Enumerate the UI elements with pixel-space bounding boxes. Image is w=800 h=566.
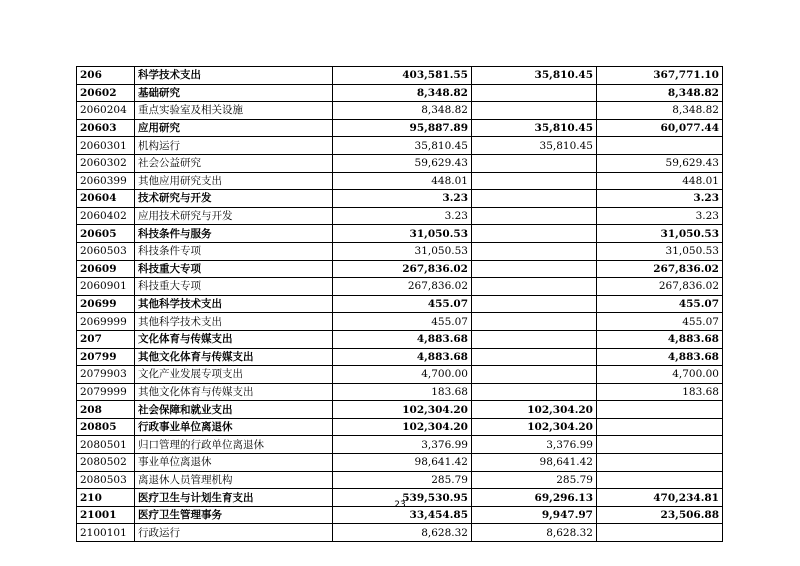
budget-table-body — [77, 67, 723, 542]
row-name-cell: 科技重大专项 — [135, 260, 333, 278]
row-name-cell: 技术研究与开发 — [135, 190, 333, 208]
row-project-cell — [597, 418, 723, 436]
row-project-cell: 367,771.10 — [597, 67, 723, 85]
row-basic-cell — [472, 172, 597, 190]
row-name-cell: 基础研究 — [135, 84, 333, 102]
row-code-cell: 2060302 — [77, 154, 135, 172]
row-name-cell: 离退休人员管理机构 — [135, 471, 333, 489]
row-total-cell: 3,376.99 — [333, 436, 472, 454]
row-total-cell: 8,348.82 — [333, 102, 472, 120]
row-project-cell: 4,883.68 — [597, 348, 723, 366]
row-basic-cell — [472, 366, 597, 384]
row-project-cell: 23,506.88 — [597, 506, 723, 524]
row-project-cell: 4,883.68 — [597, 330, 723, 348]
table-row — [77, 102, 723, 120]
row-total-cell: 455.07 — [333, 295, 472, 313]
table-row — [77, 436, 723, 454]
table-row — [77, 330, 723, 348]
table-row — [77, 313, 723, 331]
row-project-cell — [597, 524, 723, 542]
row-total-cell: 448.01 — [333, 172, 472, 190]
row-name-cell: 社会保障和就业支出 — [135, 401, 333, 419]
row-name-cell: 应用技术研究与开发 — [135, 207, 333, 225]
row-name-cell: 科技条件与服务 — [135, 225, 333, 243]
row-name-cell: 文化体育与传媒支出 — [135, 330, 333, 348]
row-total-cell: 95,887.89 — [333, 119, 472, 137]
table-row — [77, 348, 723, 366]
table-row — [77, 366, 723, 384]
row-code-cell: 2060204 — [77, 102, 135, 120]
row-project-cell: 455.07 — [597, 313, 723, 331]
row-code-cell: 20605 — [77, 225, 135, 243]
row-basic-cell — [472, 84, 597, 102]
table-row — [77, 260, 723, 278]
row-code-cell: 20603 — [77, 119, 135, 137]
row-total-cell: 8,628.32 — [333, 524, 472, 542]
row-name-cell: 行政事业单位离退休 — [135, 418, 333, 436]
row-total-cell: 183.68 — [333, 383, 472, 401]
row-code-cell: 2079903 — [77, 366, 135, 384]
row-basic-cell: 3,376.99 — [472, 436, 597, 454]
row-basic-cell: 285.79 — [472, 471, 597, 489]
row-project-cell: 267,836.02 — [597, 260, 723, 278]
row-code-cell: 207 — [77, 330, 135, 348]
row-project-cell: 60,077.44 — [597, 119, 723, 137]
table-row — [77, 242, 723, 260]
row-total-cell: 4,883.68 — [333, 348, 472, 366]
row-project-cell: 3.23 — [597, 190, 723, 208]
row-basic-cell: 69,296.13 — [472, 489, 597, 507]
row-project-cell: 8,348.82 — [597, 84, 723, 102]
table-row — [77, 454, 723, 472]
row-name-cell: 其他文化体育与传媒支出 — [135, 383, 333, 401]
row-basic-cell — [472, 295, 597, 313]
row-code-cell: 2060399 — [77, 172, 135, 190]
row-code-cell: 206 — [77, 67, 135, 85]
row-total-cell: 102,304.20 — [333, 418, 472, 436]
row-total-cell: 3.23 — [333, 190, 472, 208]
row-total-cell: 285.79 — [333, 471, 472, 489]
row-total-cell: 8,348.82 — [333, 84, 472, 102]
row-name-cell: 其他科学技术支出 — [135, 295, 333, 313]
row-basic-cell — [472, 313, 597, 331]
row-total-cell: 98,641.42 — [333, 454, 472, 472]
row-code-cell: 210 — [77, 489, 135, 507]
row-basic-cell — [472, 225, 597, 243]
row-code-cell: 20699 — [77, 295, 135, 313]
table-row — [77, 190, 723, 208]
row-project-cell — [597, 471, 723, 489]
row-total-cell: 35,810.45 — [333, 137, 472, 155]
row-total-cell: 33,454.85 — [333, 506, 472, 524]
row-code-cell: 2069999 — [77, 313, 135, 331]
row-total-cell: 403,581.55 — [333, 67, 472, 85]
row-project-cell: 3.23 — [597, 207, 723, 225]
row-basic-cell — [472, 383, 597, 401]
table-row — [77, 278, 723, 296]
row-basic-cell — [472, 278, 597, 296]
row-name-cell: 科技重大专项 — [135, 278, 333, 296]
row-project-cell: 183.68 — [597, 383, 723, 401]
row-code-cell: 2060301 — [77, 137, 135, 155]
row-total-cell: 4,883.68 — [333, 330, 472, 348]
row-code-cell: 2060901 — [77, 278, 135, 296]
table-row — [77, 172, 723, 190]
row-total-cell: 102,304.20 — [333, 401, 472, 419]
row-code-cell: 208 — [77, 401, 135, 419]
row-code-cell: 2060402 — [77, 207, 135, 225]
row-code-cell: 2079999 — [77, 383, 135, 401]
row-name-cell: 其他文化体育与传媒支出 — [135, 348, 333, 366]
row-total-cell: 31,050.53 — [333, 242, 472, 260]
row-name-cell: 科学技术支出 — [135, 67, 333, 85]
table-row — [77, 524, 723, 542]
row-total-cell: 267,836.02 — [333, 278, 472, 296]
row-basic-cell: 35,810.45 — [472, 119, 597, 137]
row-project-cell: 31,050.53 — [597, 225, 723, 243]
row-name-cell: 医疗卫生管理事务 — [135, 506, 333, 524]
row-project-cell — [597, 454, 723, 472]
row-name-cell: 医疗卫生与计划生育支出 — [135, 489, 333, 507]
row-basic-cell — [472, 348, 597, 366]
row-project-cell — [597, 401, 723, 419]
row-total-cell: 4,700.00 — [333, 366, 472, 384]
row-code-cell: 2100101 — [77, 524, 135, 542]
row-project-cell — [597, 137, 723, 155]
row-name-cell: 社会公益研究 — [135, 154, 333, 172]
row-total-cell: 31,050.53 — [333, 225, 472, 243]
row-basic-cell: 102,304.20 — [472, 401, 597, 419]
row-name-cell: 事业单位离退休 — [135, 454, 333, 472]
row-name-cell: 应用研究 — [135, 119, 333, 137]
row-basic-cell: 98,641.42 — [472, 454, 597, 472]
row-project-cell: 455.07 — [597, 295, 723, 313]
row-name-cell: 归口管理的行政单位离退休 — [135, 436, 333, 454]
table-row — [77, 471, 723, 489]
row-project-cell: 31,050.53 — [597, 242, 723, 260]
budget-table — [76, 66, 723, 542]
row-basic-cell — [472, 190, 597, 208]
row-total-cell: 59,629.43 — [333, 154, 472, 172]
row-total-cell: 3.23 — [333, 207, 472, 225]
row-code-cell: 20799 — [77, 348, 135, 366]
row-total-cell: 267,836.02 — [333, 260, 472, 278]
page-number: 23 — [394, 500, 406, 510]
row-basic-cell: 35,810.45 — [472, 67, 597, 85]
table-row — [77, 119, 723, 137]
row-code-cell: 20805 — [77, 418, 135, 436]
row-basic-cell: 9,947.97 — [472, 506, 597, 524]
table-row — [77, 383, 723, 401]
row-code-cell: 2080502 — [77, 454, 135, 472]
row-code-cell: 2080503 — [77, 471, 135, 489]
row-basic-cell — [472, 242, 597, 260]
table-row — [77, 84, 723, 102]
row-code-cell: 2060503 — [77, 242, 135, 260]
row-project-cell: 8,348.82 — [597, 102, 723, 120]
row-code-cell: 20609 — [77, 260, 135, 278]
row-code-cell: 2080501 — [77, 436, 135, 454]
table-row — [77, 401, 723, 419]
row-total-cell: 455.07 — [333, 313, 472, 331]
row-name-cell: 其他应用研究支出 — [135, 172, 333, 190]
row-name-cell: 科技条件专项 — [135, 242, 333, 260]
table-row — [77, 295, 723, 313]
row-basic-cell — [472, 260, 597, 278]
table-row — [77, 207, 723, 225]
row-basic-cell: 8,628.32 — [472, 524, 597, 542]
row-name-cell: 机构运行 — [135, 137, 333, 155]
row-basic-cell — [472, 102, 597, 120]
row-basic-cell: 35,810.45 — [472, 137, 597, 155]
row-name-cell: 其他科学技术支出 — [135, 313, 333, 331]
row-project-cell: 448.01 — [597, 172, 723, 190]
row-basic-cell: 102,304.20 — [472, 418, 597, 436]
row-code-cell: 20604 — [77, 190, 135, 208]
row-project-cell: 59,629.43 — [597, 154, 723, 172]
row-name-cell: 行政运行 — [135, 524, 333, 542]
row-name-cell: 文化产业发展专项支出 — [135, 366, 333, 384]
table-row — [77, 154, 723, 172]
table-row — [77, 225, 723, 243]
row-project-cell — [597, 436, 723, 454]
row-project-cell: 4,700.00 — [597, 366, 723, 384]
table-row — [77, 418, 723, 436]
row-basic-cell — [472, 207, 597, 225]
row-name-cell: 重点实验室及相关设施 — [135, 102, 333, 120]
table-row — [77, 137, 723, 155]
row-code-cell: 20602 — [77, 84, 135, 102]
row-project-cell: 267,836.02 — [597, 278, 723, 296]
row-basic-cell — [472, 154, 597, 172]
row-code-cell: 21001 — [77, 506, 135, 524]
row-basic-cell — [472, 330, 597, 348]
table-row — [77, 67, 723, 85]
row-total-cell: 539,530.95 — [333, 489, 472, 507]
row-project-cell: 470,234.81 — [597, 489, 723, 507]
